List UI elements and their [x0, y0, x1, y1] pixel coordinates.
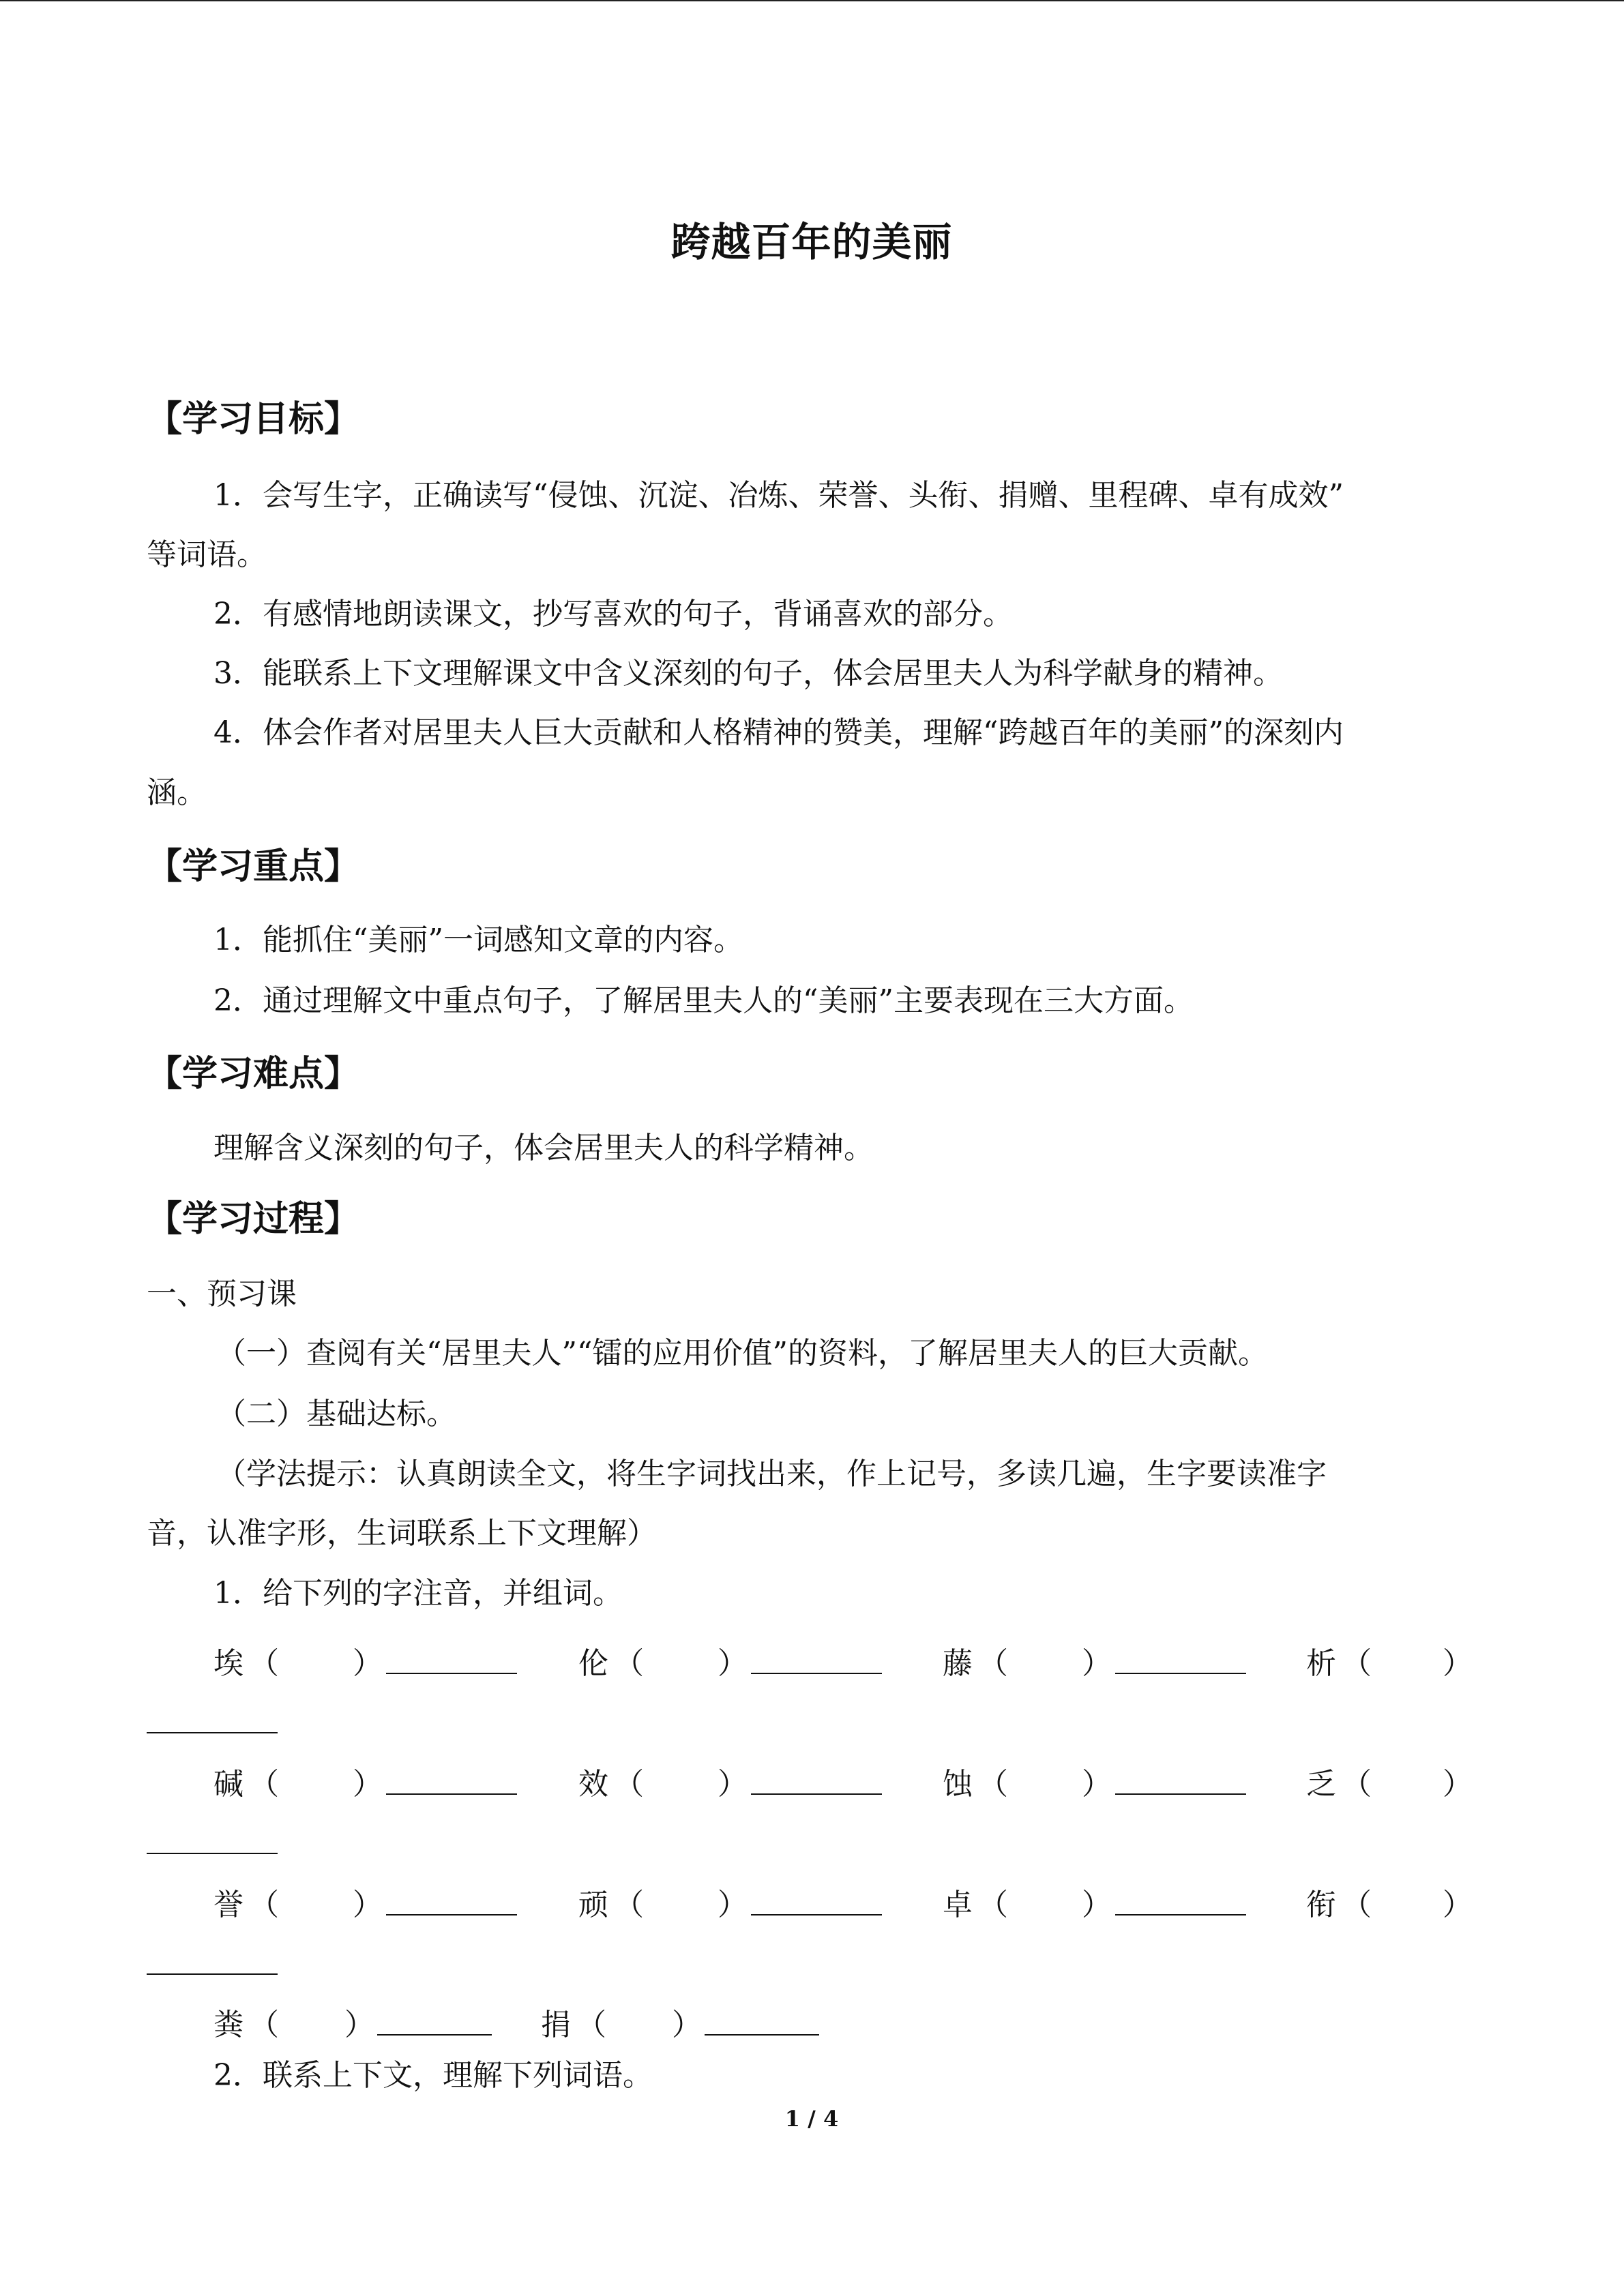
char-cell: 蚀	[943, 1767, 973, 1802]
char-cell: 誉	[213, 1888, 243, 1922]
answer-blank[interactable]	[1115, 1793, 1246, 1795]
task-2: 2．联系上下文，理解下列词语。	[213, 2058, 653, 2093]
paren-close: ）	[353, 1888, 383, 1922]
goal-item-2: 2．有感情地朗读课文，抄写喜欢的句子，背诵喜欢的部分。	[213, 597, 1013, 631]
char-cell: 碱	[213, 1767, 243, 1802]
paren-open: （	[614, 1646, 644, 1681]
study-tip-line-2: 音，认准字形，生词联系上下文理解）	[147, 1516, 657, 1551]
answer-blank-wrap[interactable]	[147, 1732, 278, 1733]
goal-item-4: 4．体会作者对居里夫人巨大贡献和人格精神的赞美，理解“跨越百年的美丽”的深刻内	[213, 715, 1344, 750]
paren-close: ）	[718, 1767, 748, 1802]
answer-blank[interactable]	[386, 1914, 517, 1915]
paren-close: ）	[718, 1646, 748, 1681]
section-preview: 一、预习课	[147, 1277, 297, 1311]
char-row-4	[147, 2000, 1477, 2041]
char-cell: 效	[578, 1767, 608, 1802]
paren-close: ）	[1082, 1767, 1112, 1802]
paren-open: （	[978, 1888, 1008, 1922]
difficulties-heading: 【学习难点】	[147, 1054, 360, 1094]
char-cell: 析	[1306, 1646, 1336, 1681]
char-cell: 伦	[578, 1646, 608, 1681]
page-title: 跨越百年的美丽	[670, 219, 953, 265]
paren-close: ）	[1443, 1646, 1473, 1681]
paren-open: （	[614, 1767, 644, 1802]
subsection-basics: （二）基础达标。	[216, 1397, 456, 1431]
char-row-3	[147, 1880, 1477, 1921]
char-cell: 捐	[541, 2008, 571, 2042]
paren-open: （	[249, 1888, 279, 1922]
keypoint-item-1: 1．能抓住“美丽”一词感知文章的内容。	[213, 923, 743, 957]
char-cell: 衔	[1306, 1888, 1336, 1922]
paren-open: （	[576, 2008, 606, 2042]
answer-blank[interactable]	[705, 2034, 819, 2036]
paren-open: （	[1342, 1646, 1372, 1681]
goal-item-3: 3．能联系上下文理解课文中含义深刻的句子，体会居里夫人为科学献身的精神。	[213, 656, 1283, 691]
subsection-research: （一）查阅有关“居里夫人”“镭的应用价值”的资料，了解居里夫人的巨大贡献。	[216, 1336, 1268, 1371]
paren-open: （	[978, 1767, 1008, 1802]
char-row-2	[147, 1759, 1477, 1800]
answer-blank[interactable]	[386, 1673, 517, 1674]
goals-heading: 【学习目标】	[147, 399, 360, 440]
paren-close: ）	[353, 1767, 383, 1802]
paren-open: （	[249, 2008, 279, 2042]
paren-open: （	[1342, 1767, 1372, 1802]
paren-open: （	[249, 1646, 279, 1681]
keypoint-item-2: 2．通过理解文中重点句子，了解居里夫人的“美丽”主要表现在三大方面。	[213, 983, 1194, 1018]
paren-open: （	[1342, 1888, 1372, 1922]
char-cell: 粪	[213, 2008, 243, 2042]
task-1: 1．给下列的字注音，并组词。	[213, 1576, 623, 1611]
difficulty-item-1: 理解含义深刻的句子，体会居里夫人的科学精神。	[213, 1131, 874, 1165]
paren-close: ）	[353, 1646, 383, 1681]
paren-open: （	[978, 1646, 1008, 1681]
answer-blank[interactable]	[751, 1914, 882, 1915]
document-page	[147, 0, 1477, 2296]
paren-open: （	[249, 1767, 279, 1802]
paren-close: ）	[1082, 1646, 1112, 1681]
char-cell: 埃	[213, 1646, 243, 1681]
answer-blank-wrap[interactable]	[147, 1853, 278, 1854]
study-tip-line-1: （学法提示：认真朗读全文，将生字词找出来，作上记号，多读几遍，生字要读准字	[216, 1457, 1327, 1491]
goal-item-1-cont: 等词语。	[147, 537, 267, 572]
answer-blank[interactable]	[377, 2034, 492, 2036]
char-cell: 顽	[578, 1888, 608, 1922]
goal-item-1: 1．会写生字，正确读写“侵蚀、沉淀、冶炼、荣誉、头衔、捐赠、里程碑、卓有成效”	[213, 478, 1344, 513]
char-cell: 卓	[943, 1888, 973, 1922]
answer-blank[interactable]	[386, 1793, 517, 1795]
paren-close: ）	[1082, 1888, 1112, 1922]
char-cell: 藤	[943, 1646, 973, 1681]
answer-blank[interactable]	[751, 1673, 882, 1674]
answer-blank-wrap[interactable]	[147, 1973, 278, 1975]
page-number: 1 / 4	[784, 2106, 839, 2132]
keypoints-heading: 【学习重点】	[147, 846, 360, 887]
paren-close: ）	[718, 1888, 748, 1922]
process-heading: 【学习过程】	[147, 1199, 360, 1240]
paren-close: ）	[1443, 1888, 1473, 1922]
answer-blank[interactable]	[1115, 1673, 1246, 1674]
char-cell: 乏	[1306, 1767, 1336, 1802]
paren-close: ）	[344, 2008, 374, 2042]
char-row-1	[147, 1639, 1477, 1680]
paren-open: （	[614, 1888, 644, 1922]
paren-close: ）	[672, 2008, 702, 2042]
paren-close: ）	[1443, 1767, 1473, 1802]
answer-blank[interactable]	[751, 1793, 882, 1795]
goal-item-4-cont: 涵。	[147, 775, 207, 810]
answer-blank[interactable]	[1115, 1914, 1246, 1915]
